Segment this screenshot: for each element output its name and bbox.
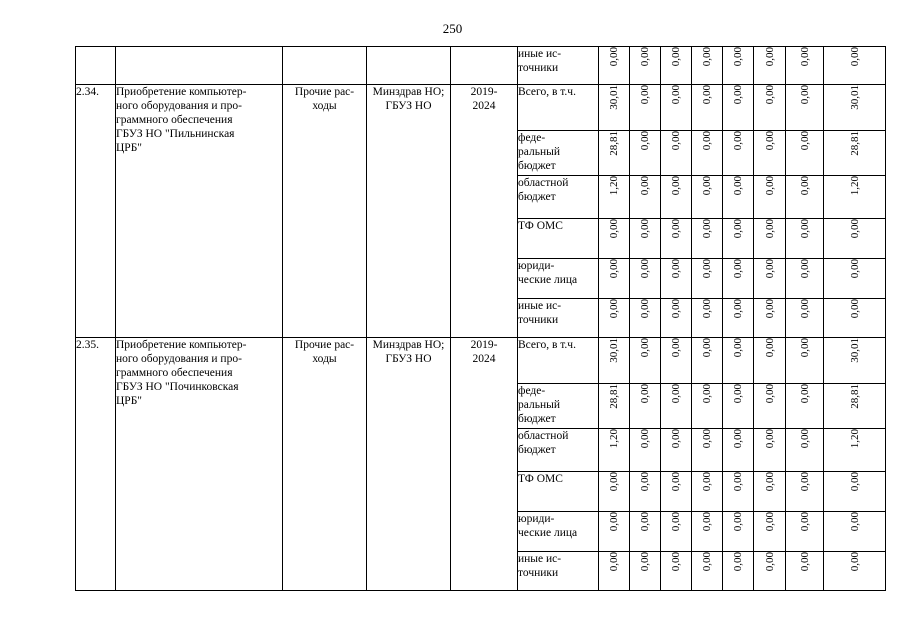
amount-value: 0,00	[608, 552, 620, 572]
value-cell	[754, 384, 786, 429]
value-cell	[630, 85, 661, 131]
amount-value: 0,00	[732, 338, 744, 358]
amount-value: 0,00	[763, 85, 776, 105]
amount-value: 0,00	[848, 47, 861, 67]
amount-value: 28,81	[608, 384, 620, 409]
expense-type: Прочие рас- ходы	[294, 86, 355, 112]
source-cell	[518, 176, 599, 219]
executor: Минздрав НО; ГБУЗ НО	[372, 86, 445, 112]
value-cell	[824, 429, 886, 472]
amount-value: 0,00	[763, 131, 776, 151]
amount-value: 0,00	[701, 299, 713, 319]
source-label: юриди- ческие лица	[518, 260, 578, 286]
amount-value: 1,20	[848, 176, 861, 196]
amount-value: 28,81	[608, 131, 620, 156]
value-cell	[630, 384, 661, 429]
amount-value: 0,00	[732, 552, 744, 572]
source-label: Всего, в т.ч.	[518, 339, 576, 351]
value-cell	[786, 47, 824, 85]
amount-value: 0,00	[701, 259, 713, 279]
amount-value: 0,00	[701, 338, 713, 358]
value-cell	[786, 299, 824, 338]
amount-value: 0,00	[763, 512, 776, 532]
amount-value: 30,01	[608, 85, 620, 110]
amount-value: 0,00	[763, 176, 776, 196]
value-cell	[723, 512, 754, 552]
value-cell	[661, 338, 692, 384]
amount-value: 0,00	[670, 259, 682, 279]
amount-value: 0,00	[732, 512, 744, 532]
value-cell	[754, 429, 786, 472]
amount-value: 0,00	[639, 338, 651, 358]
value-cell	[630, 429, 661, 472]
source-label: Всего, в т.ч.	[518, 86, 576, 98]
value-cell	[824, 299, 886, 338]
value-cell	[692, 472, 723, 512]
amount-value: 0,00	[639, 259, 651, 279]
amount-value: 30,01	[848, 85, 861, 110]
amount-value: 0,00	[639, 552, 651, 572]
value-cell	[754, 47, 786, 85]
amount-value: 0,00	[639, 47, 651, 67]
amount-value: 0,00	[763, 259, 776, 279]
amount-value: 0,00	[670, 472, 682, 492]
amount-value: 0,00	[608, 472, 620, 492]
amount-value: 28,81	[848, 131, 861, 156]
value-cell	[692, 176, 723, 219]
expense-type: Прочие рас- ходы	[294, 339, 355, 365]
amount-value: 0,00	[639, 384, 651, 404]
item-name: Приобретение компьютер- ного оборудования и про- граммного обеспечения ГБУЗ НО "Пильнинская ЦРБ"	[116, 86, 247, 154]
amount-value: 0,00	[732, 176, 744, 196]
amount-value: 0,00	[763, 47, 776, 67]
amount-value: 0,00	[848, 259, 861, 279]
value-cell	[824, 85, 886, 131]
amount-value: 0,00	[639, 219, 651, 239]
amount-value: 0,00	[732, 85, 744, 105]
value-cell	[599, 429, 630, 472]
amount-value: 0,00	[798, 85, 811, 105]
amount-value: 0,00	[701, 512, 713, 532]
source-cell	[518, 85, 599, 131]
amount-value: 0,00	[798, 131, 811, 151]
amount-value: 0,00	[732, 259, 744, 279]
amount-value: 0,00	[701, 219, 713, 239]
amount-value: 0,00	[701, 384, 713, 404]
amount-value: 0,00	[701, 131, 713, 151]
value-cell	[661, 85, 692, 131]
value-cell	[661, 176, 692, 219]
executor: Минздрав НО; ГБУЗ НО	[372, 339, 445, 365]
value-cell	[692, 299, 723, 338]
source-cell	[518, 429, 599, 472]
value-cell	[599, 512, 630, 552]
value-cell	[824, 552, 886, 591]
amount-value: 0,00	[732, 299, 744, 319]
value-cell	[754, 85, 786, 131]
value-cell	[754, 131, 786, 176]
amount-value: 0,00	[670, 384, 682, 404]
amount-value: 0,00	[798, 299, 811, 319]
value-cell	[599, 299, 630, 338]
amount-value: 0,00	[798, 338, 811, 358]
value-cell	[723, 472, 754, 512]
value-cell	[661, 47, 692, 85]
value-cell	[723, 131, 754, 176]
value-cell	[786, 259, 824, 299]
value-cell	[723, 338, 754, 384]
amount-value: 0,00	[670, 131, 682, 151]
value-cell	[723, 552, 754, 591]
value-cell	[630, 299, 661, 338]
source-cell	[518, 259, 599, 299]
value-cell	[692, 219, 723, 259]
executor-cell	[367, 338, 451, 591]
item-name-cell	[116, 338, 283, 591]
source-label: феде- ральный бюджет	[518, 385, 560, 425]
value-cell	[723, 384, 754, 429]
value-cell	[661, 131, 692, 176]
amount-value: 0,00	[763, 472, 776, 492]
value-cell	[599, 85, 630, 131]
amount-value: 0,00	[608, 219, 620, 239]
source-cell	[518, 47, 599, 85]
executor-cell	[367, 85, 451, 338]
amount-value: 0,00	[670, 299, 682, 319]
amount-value: 0,00	[848, 299, 861, 319]
value-cell	[630, 259, 661, 299]
source-cell	[518, 384, 599, 429]
amount-value: 30,01	[608, 338, 620, 363]
value-cell	[754, 552, 786, 591]
amount-value: 0,00	[639, 512, 651, 532]
value-cell	[723, 85, 754, 131]
source-label: иные ис- точники	[518, 553, 562, 579]
empty-cell	[451, 47, 518, 85]
value-cell	[661, 219, 692, 259]
amount-value: 0,00	[798, 176, 811, 196]
amount-value: 1,20	[848, 429, 861, 449]
source-label: иные ис- точники	[518, 300, 562, 326]
value-cell	[599, 338, 630, 384]
value-cell	[824, 131, 886, 176]
value-cell	[692, 384, 723, 429]
source-cell	[518, 131, 599, 176]
value-cell	[599, 472, 630, 512]
value-cell	[692, 131, 723, 176]
value-cell	[723, 47, 754, 85]
value-cell	[630, 219, 661, 259]
amount-value: 0,00	[798, 552, 811, 572]
value-cell	[824, 47, 886, 85]
value-cell	[723, 176, 754, 219]
source-label: феде- ральный бюджет	[518, 132, 560, 172]
value-cell	[723, 299, 754, 338]
value-cell	[630, 131, 661, 176]
item-number-cell	[76, 85, 116, 338]
value-cell	[630, 176, 661, 219]
amount-value: 0,00	[732, 472, 744, 492]
value-cell	[599, 219, 630, 259]
amount-value: 0,00	[701, 47, 713, 67]
source-cell	[518, 219, 599, 259]
value-cell	[786, 85, 824, 131]
empty-cell	[116, 47, 283, 85]
amount-value: 0,00	[763, 552, 776, 572]
amount-value: 0,00	[798, 472, 811, 492]
value-cell	[630, 472, 661, 512]
value-cell	[754, 219, 786, 259]
value-cell	[599, 131, 630, 176]
amount-value: 0,00	[798, 259, 811, 279]
expense-type-cell	[283, 338, 367, 591]
value-cell	[824, 176, 886, 219]
value-cell	[661, 384, 692, 429]
value-cell	[786, 384, 824, 429]
value-cell	[599, 47, 630, 85]
amount-value: 0,00	[701, 85, 713, 105]
value-cell	[786, 552, 824, 591]
amount-value: 0,00	[848, 472, 861, 492]
value-cell	[824, 512, 886, 552]
value-cell	[692, 429, 723, 472]
amount-value: 28,81	[848, 384, 861, 409]
amount-value: 0,00	[732, 219, 744, 239]
amount-value: 0,00	[608, 259, 620, 279]
value-cell	[824, 259, 886, 299]
source-label: юриди- ческие лица	[518, 513, 578, 539]
amount-value: 0,00	[701, 552, 713, 572]
amount-value: 0,00	[848, 512, 861, 532]
period-cell	[451, 85, 518, 338]
value-cell	[754, 512, 786, 552]
amount-value: 0,00	[670, 85, 682, 105]
amount-value: 0,00	[639, 472, 651, 492]
amount-value: 0,00	[732, 47, 744, 67]
value-cell	[786, 219, 824, 259]
amount-value: 0,00	[670, 429, 682, 449]
empty-cell	[76, 47, 116, 85]
value-cell	[661, 429, 692, 472]
amount-value: 0,00	[639, 299, 651, 319]
value-cell	[661, 299, 692, 338]
value-cell	[824, 338, 886, 384]
source-label: ТФ ОМС	[518, 220, 563, 232]
value-cell	[661, 472, 692, 512]
empty-cell	[283, 47, 367, 85]
source-label: областной бюджет	[518, 430, 569, 456]
period-cell	[451, 338, 518, 591]
empty-cell	[367, 47, 451, 85]
amount-value: 0,00	[701, 472, 713, 492]
amount-value: 0,00	[798, 429, 811, 449]
value-cell	[692, 259, 723, 299]
value-cell	[599, 384, 630, 429]
amount-value: 0,00	[670, 176, 682, 196]
amount-value: 0,00	[798, 512, 811, 532]
value-cell	[692, 552, 723, 591]
amount-value: 0,00	[798, 384, 811, 404]
source-cell	[518, 338, 599, 384]
value-cell	[754, 299, 786, 338]
value-cell	[786, 131, 824, 176]
amount-value: 0,00	[701, 176, 713, 196]
table-row	[76, 85, 886, 131]
amount-value: 0,00	[732, 131, 744, 151]
amount-value: 0,00	[670, 47, 682, 67]
value-cell	[754, 259, 786, 299]
source-cell	[518, 472, 599, 512]
table-row	[76, 47, 886, 85]
amount-value: 0,00	[608, 512, 620, 532]
source-label: областной бюджет	[518, 177, 569, 203]
table-row	[76, 338, 886, 384]
value-cell	[786, 176, 824, 219]
value-cell	[599, 259, 630, 299]
value-cell	[754, 472, 786, 512]
amount-value: 0,00	[848, 552, 861, 572]
value-cell	[754, 338, 786, 384]
amount-value: 0,00	[670, 552, 682, 572]
value-cell	[599, 552, 630, 591]
source-label: ТФ ОМС	[518, 473, 563, 485]
value-cell	[786, 429, 824, 472]
budget-table	[75, 46, 886, 591]
amount-value: 0,00	[608, 47, 620, 67]
source-label: иные ис- точники	[518, 48, 562, 74]
value-cell	[824, 384, 886, 429]
page-number: 250	[442, 21, 463, 36]
amount-value: 0,00	[798, 219, 811, 239]
value-cell	[754, 176, 786, 219]
value-cell	[723, 259, 754, 299]
value-cell	[630, 47, 661, 85]
amount-value: 0,00	[639, 429, 651, 449]
value-cell	[692, 338, 723, 384]
amount-value: 0,00	[608, 299, 620, 319]
value-cell	[723, 219, 754, 259]
amount-value: 0,00	[670, 512, 682, 532]
item-name-cell	[116, 85, 283, 338]
amount-value: 0,00	[670, 219, 682, 239]
item-number: 2.35.	[76, 339, 99, 351]
value-cell	[824, 472, 886, 512]
amount-value: 30,01	[848, 338, 861, 363]
amount-value: 0,00	[639, 131, 651, 151]
amount-value: 0,00	[848, 219, 861, 239]
source-cell	[518, 552, 599, 591]
amount-value: 0,00	[798, 47, 811, 67]
period: 2019- 2024	[470, 339, 498, 365]
value-cell	[599, 176, 630, 219]
value-cell	[786, 338, 824, 384]
value-cell	[630, 512, 661, 552]
value-cell	[661, 552, 692, 591]
amount-value: 0,00	[763, 384, 776, 404]
value-cell	[786, 512, 824, 552]
amount-value: 0,00	[763, 429, 776, 449]
amount-value: 1,20	[608, 429, 620, 449]
item-name: Приобретение компьютер- ного оборудования и про- граммного обеспечения ГБУЗ НО "Починковская ЦРБ"	[116, 339, 247, 407]
amount-value: 0,00	[732, 429, 744, 449]
amount-value: 0,00	[701, 429, 713, 449]
source-cell	[518, 512, 599, 552]
amount-value: 0,00	[763, 299, 776, 319]
period: 2019- 2024	[470, 86, 498, 112]
amount-value: 0,00	[639, 85, 651, 105]
value-cell	[723, 429, 754, 472]
amount-value: 0,00	[763, 338, 776, 358]
value-cell	[661, 259, 692, 299]
item-number: 2.34.	[76, 86, 99, 98]
value-cell	[630, 338, 661, 384]
amount-value: 0,00	[732, 384, 744, 404]
source-cell	[518, 299, 599, 338]
expense-type-cell	[283, 85, 367, 338]
amount-value: 0,00	[670, 338, 682, 358]
amount-value: 0,00	[763, 219, 776, 239]
value-cell	[786, 472, 824, 512]
value-cell	[630, 552, 661, 591]
value-cell	[692, 47, 723, 85]
value-cell	[824, 219, 886, 259]
amount-value: 1,20	[608, 176, 620, 196]
value-cell	[692, 85, 723, 131]
value-cell	[692, 512, 723, 552]
value-cell	[661, 512, 692, 552]
amount-value: 0,00	[639, 176, 651, 196]
item-number-cell	[76, 338, 116, 591]
